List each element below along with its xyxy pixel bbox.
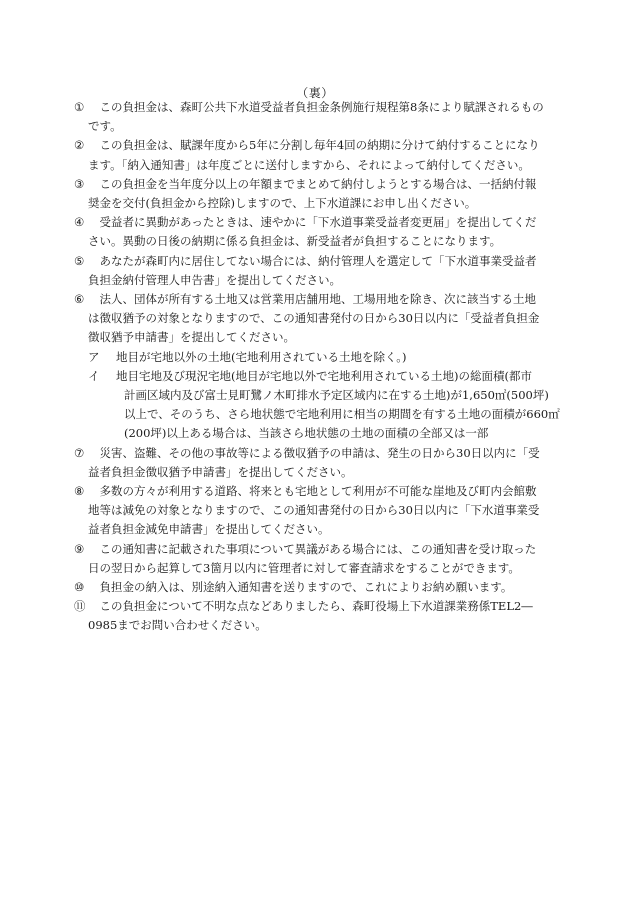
note-item <box>74 578 569 597</box>
note-text-line: 地等は減免の対象となりますので、この通知書発付の日から30日以内に「下水道事業受 <box>88 503 540 518</box>
note-number: ② <box>74 138 85 153</box>
note-item <box>74 444 569 482</box>
note-item <box>74 136 569 174</box>
note-text-line: 益者負担金徴収猶予申請書」を提出してください。 <box>88 464 353 479</box>
note-sub-text-line: (200坪)以上ある場合は、当該さら地状態の土地の面積の全部又は一部 <box>124 426 489 441</box>
note-text-line: です。 <box>88 119 122 134</box>
note-text-line: 0985までお問い合わせください。 <box>88 618 267 633</box>
note-sub-item <box>74 367 569 444</box>
note-item <box>74 597 569 635</box>
notes-list <box>74 98 569 636</box>
note-text-line: 法人、団体が所有する土地又は営業用店舗用地、工場用地を除き、次に該当する土地 <box>88 292 537 307</box>
note-item <box>74 290 569 444</box>
note-item <box>74 482 569 540</box>
note-text-line: この負担金を当年度分以上の年額までまとめて納付しようとする場合は、一括納付報 <box>88 176 537 191</box>
note-number: ⑦ <box>74 445 85 460</box>
note-text-line: 奨金を交付(負担金から控除)しますので、上下水道課にお申し出ください。 <box>88 196 477 211</box>
note-text-line: 災害、盗難、その他の事故等による徴収猶予の申請は、発生の日から30日以内に「受 <box>88 445 540 460</box>
note-item <box>74 98 569 136</box>
note-text-line: さい。異動の日後の納期に係る負担金は、新受益者が負担することになります。 <box>88 234 502 249</box>
note-sub-text-line: 計画区域内及び富士見町鷺ノ木町排水予定区域内に在する土地)が1,650㎡(500坪) <box>124 388 549 403</box>
note-text-line: 負担金の納入は、別途納入通知書を送りますので、これによりお納め願います。 <box>88 580 513 595</box>
note-sub-item <box>74 348 569 367</box>
note-sub-mark: ア <box>88 349 100 364</box>
note-text-line: 徴収猶予申請書」を提出してください。 <box>88 330 295 345</box>
note-text-line: あなたが森町内に居住してない場合には、納付管理人を選定して「下水道事業受益者 <box>88 253 537 268</box>
note-text-line: この負担金は、森町公共下水道受益者負担金条例施行規程第8条により賦課されるもの <box>88 100 544 114</box>
note-text-line: この通知書に記載された事項について異議がある場合には、この通知書を受け取った <box>88 541 537 556</box>
note-number: ⑥ <box>74 292 85 307</box>
note-sub-text-line: 地目宅地及び現況宅地(地目が宅地以外で宅地利用されている土地)の総面積(都市 <box>116 368 532 383</box>
note-text-line: この負担金について不明な点などありましたら、森町役場上下水道課業務係TEL2― <box>88 599 533 614</box>
note-text-line: ます。「納入通知書」は年度ごとに送付しますから、それによって納付してください。 <box>88 157 530 172</box>
note-sub-mark: イ <box>88 368 100 383</box>
note-text-line: 益者負担金減免申請書」を提出してください。 <box>88 522 330 537</box>
page-heading: （裏） <box>296 86 334 100</box>
note-number: ⑤ <box>74 253 85 268</box>
note-text-line: 受益者に異動があったときは、速やかに「下水道事業受益者変更届」を提出してくだ <box>88 215 537 230</box>
note-number: ⑨ <box>74 541 85 556</box>
note-number: ① <box>74 100 85 114</box>
note-text-line: 多数の方々が利用する道路、将来とも宅地として利用が不可能な崖地及び町内会館敷 <box>88 484 537 499</box>
note-sub-text-line: 以上で、そのうち、さら地状態で宅地利用に相当の期間を有する土地の面積が660㎡ <box>124 407 560 422</box>
note-number: ⑧ <box>74 484 85 499</box>
note-item <box>74 213 569 251</box>
note-sub-text-line: 地目が宅地以外の土地(宅地利用されている土地を除く。) <box>116 349 407 364</box>
note-number: ③ <box>74 176 85 191</box>
note-text-line: この負担金は、賦課年度から5年に分割し毎年4回の納期に分けて納付することになり <box>88 138 540 153</box>
note-number: ⑪ <box>74 599 86 614</box>
note-item <box>74 175 569 213</box>
note-text-line: は徴収猶予の対象となりますので、この通知書発付の日から30日以内に「受益者負担金 <box>88 311 540 326</box>
note-text-line: 負担金納付管理人申告書」を提出してください。 <box>88 272 341 287</box>
note-item <box>74 252 569 290</box>
note-text-line: 日の翌日から起算して3箇月以内に管理者に対して審査請求をすることができます。 <box>88 560 520 575</box>
note-number: ④ <box>74 215 85 230</box>
note-item <box>74 540 569 578</box>
note-number: ⑩ <box>74 580 85 595</box>
